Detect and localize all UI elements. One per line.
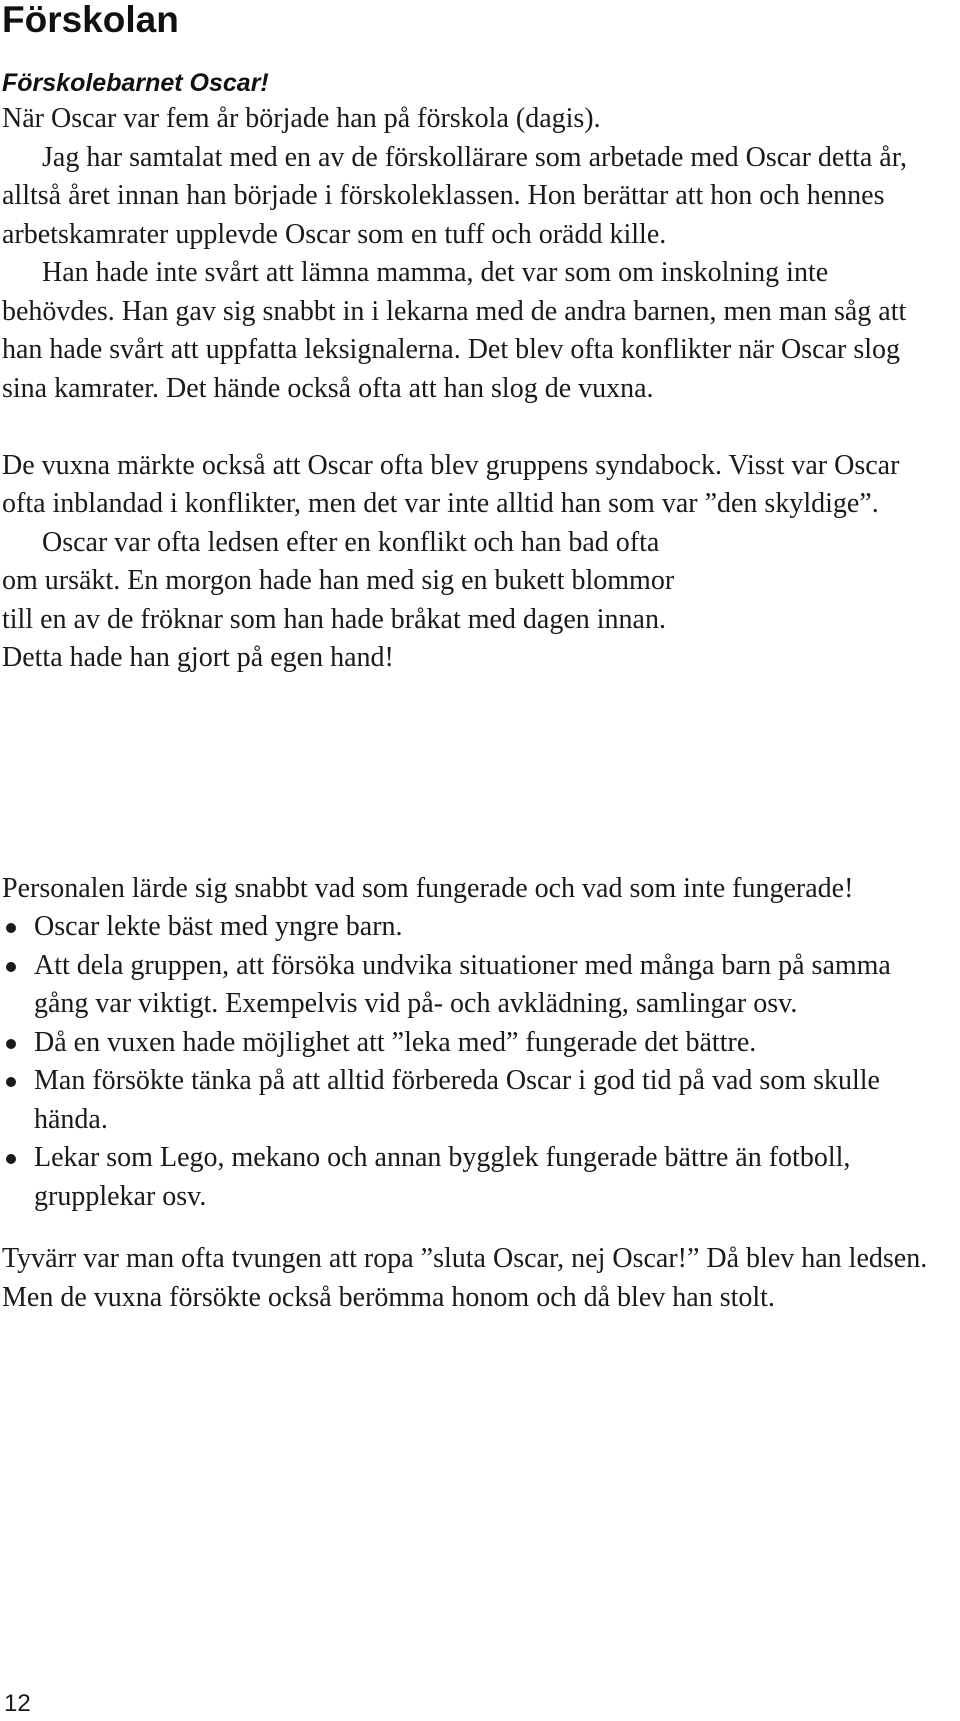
list-item [2,1024,932,1063]
chapter-title: Förskolan [2,0,179,40]
list-item-text: Att dela gruppen, att försöka undvika situationer med många barn på samma gång var viktigt. Exempelvis vid på- och avklädning, samlingar osv. [34,949,891,1019]
paragraph-intro: När Oscar var fem år började han på förskola (dagis). [2,103,601,134]
list-item [2,1062,932,1139]
bullet-icon [6,1039,16,1049]
bullet-icon [6,923,16,933]
list-item [2,1139,932,1216]
paragraph-behaviour: Han hade inte svårt att lämna mamma, det var som om inskolning inte behövdes. Han gav sig snabbt in i lekarna med de andra barnen, men man såg att han hade svårt att uppfatta leksignalerna. Det blev ofta konflikter när Oscar slog sina kamrater. Det hände också ofta att han slog de vuxna. [2,257,907,404]
paragraph-staff: Personalen lärde sig snabbt vad som fungerade och vad som inte fungerade! [2,872,854,904]
bullet-list [2,908,932,1216]
list-item-text: Man försökte tänka på att alltid förbereda Oscar i god tid på vad som skulle hända. [34,1065,880,1135]
bullet-icon [6,1154,16,1164]
list-item-text: Då en vuxen hade möjlighet att ”leka med” fungerade det bättre. [34,1026,757,1058]
paragraph-closing: Tyvärr var man ofta tvungen att ropa ”sluta Oscar, nej Oscar!” Då blev han ledsen. Men de vuxna försökte också berömma honom och då blev han stolt. [2,1243,928,1313]
bullet-icon [6,1077,16,1087]
section-subtitle: Förskolebarnet Oscar! [2,69,269,97]
paragraph-interview: Jag har samtalat med en av de förskollärare som arbetade med Oscar detta år, alltså året innan han började i förskoleklassen. Hon berättar att hon och hennes arbetskamrater upplevde Oscar som en tuff och orädd kille. [2,141,907,250]
list-item-text: Oscar lekte bäst med yngre barn. [34,911,403,942]
paragraph-apology: Oscar var ofta ledsen efter en konflikt och han bad ofta om ursäkt. En morgon hade han med sig en bukett blommor till en av de fröknar som han hade bråkat med dagen innan. Detta hade han gjort på egen hand! [2,526,675,673]
paragraph-scapegoat: De vuxna märkte också att Oscar ofta blev gruppens syndabock. Visst var Oscar ofta inblandad i konflikter, men det var inte alltid han som var ”den skyldige”. [2,449,900,519]
list-item [2,908,932,947]
list-item [2,947,932,1024]
list-item-text: Lekar som Lego, mekano och annan bygglek fungerade bättre än fotboll, grupplekar osv. [34,1142,851,1212]
bullet-icon [6,962,16,972]
page-number: 12 [4,1690,31,1717]
